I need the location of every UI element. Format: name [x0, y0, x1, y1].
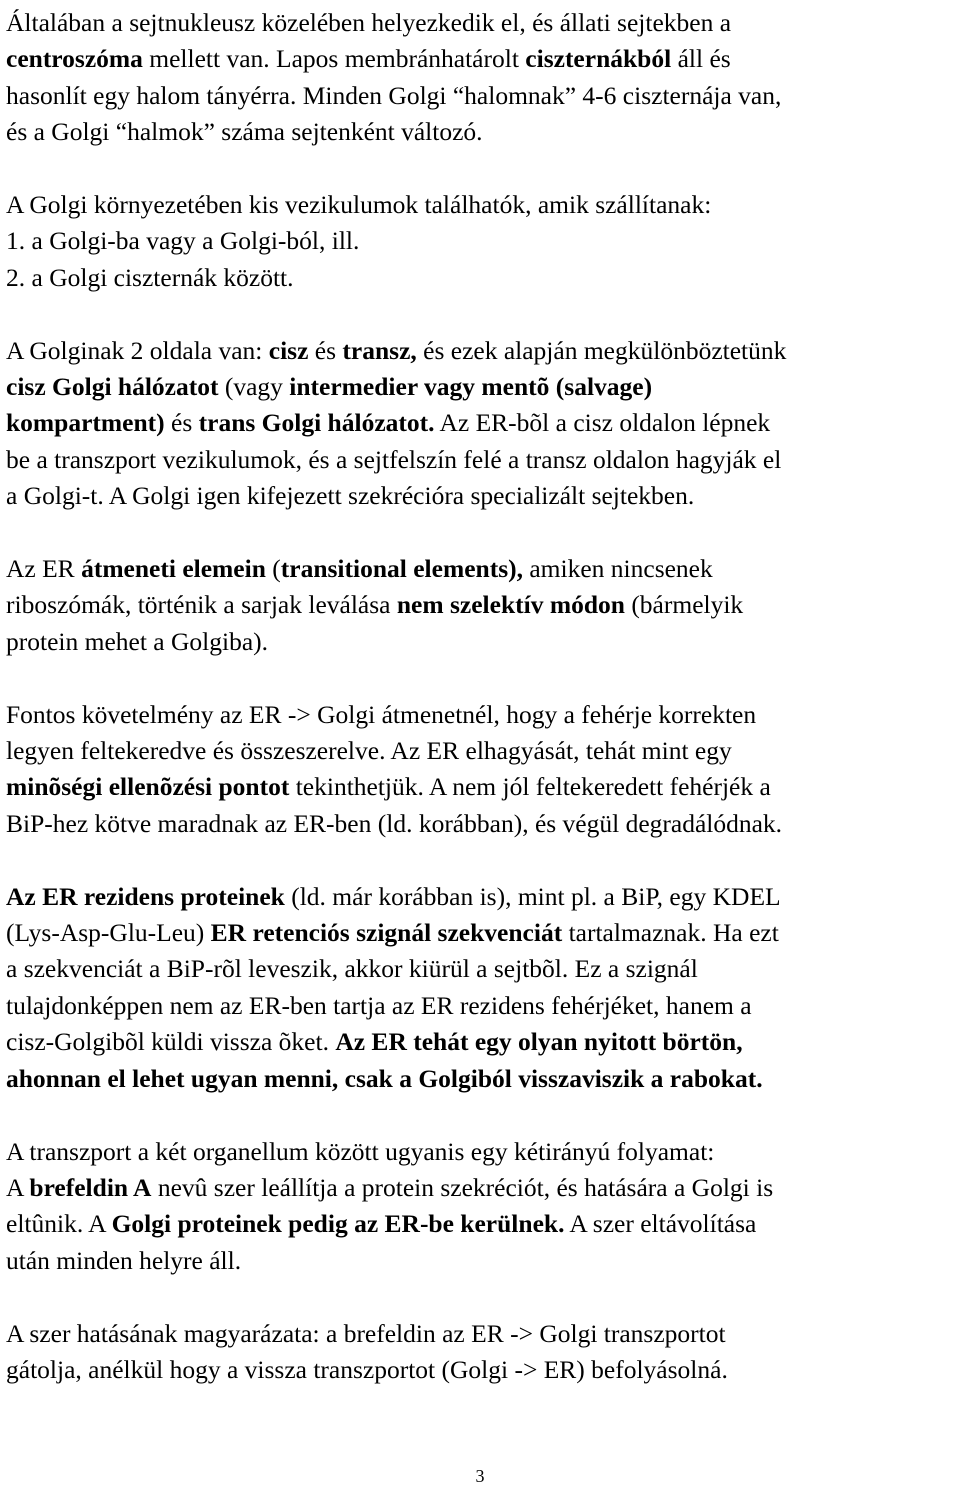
text-run: protein mehet a Golgiba). — [6, 626, 268, 656]
text-run: A transzport a két organellum között ugyanis egy kétirányú folyamat: — [6, 1136, 715, 1166]
paragraph — [6, 551, 956, 660]
text-line — [6, 1061, 956, 1097]
text-run: tekinthetjük. A nem jól feltekeredett fehérjék a — [289, 772, 771, 802]
text-run: A Golginak 2 oldala van: — [6, 335, 269, 365]
bold-text: trans Golgi hálózatot. — [198, 408, 435, 438]
text-run: áll és — [671, 44, 731, 74]
text-line — [6, 1024, 956, 1060]
paragraph — [6, 1316, 956, 1389]
text-line — [6, 879, 956, 915]
bold-text: cisz Golgi hálózatot — [6, 372, 219, 402]
document-page — [6, 5, 956, 1388]
text-line — [6, 988, 956, 1024]
text-run: a szekvenciát a BiP-rõl leveszik, akkor kiürül a sejtbõl. Ez a szignál — [6, 954, 698, 984]
page-number: 3 — [475, 1466, 485, 1486]
text-line — [6, 624, 956, 660]
text-run: 1. a Golgi-ba vagy a Golgi-ból, ill. — [6, 226, 360, 256]
text-run: Az ER-bõl a cisz oldalon lépnek — [434, 408, 771, 438]
text-run: hasonlít egy halom tányérra. Minden Golgi “halomnak” 4-6 ciszternája van, — [6, 80, 782, 110]
text-line — [6, 78, 956, 114]
bold-text: Az ER tehát egy olyan nyitott börtön, — [335, 1027, 743, 1057]
text-run: A — [6, 1172, 30, 1202]
text-line — [6, 697, 956, 733]
text-line — [6, 915, 956, 951]
text-line — [6, 1170, 956, 1206]
text-run: és a Golgi “halmok” száma sejtenként változó. — [6, 117, 483, 147]
text-run: ( — [265, 554, 281, 584]
bold-text: Golgi proteinek pedig az ER-be kerülnek. — [111, 1209, 565, 1239]
paragraph-gap — [6, 515, 956, 551]
bold-text: Az ER rezidens proteinek — [6, 881, 285, 911]
text-line — [6, 260, 956, 296]
text-line — [6, 587, 956, 623]
text-line — [6, 806, 956, 842]
text-run: (Lys-Asp-Glu-Leu) — [6, 918, 211, 948]
bold-text: centroszóma — [6, 44, 143, 74]
bold-text: transz, — [342, 335, 417, 365]
text-run: a Golgi-t. A Golgi igen kifejezett szekrécióra specializált sejtekben. — [6, 481, 695, 511]
text-line — [6, 478, 956, 514]
bold-text: ciszternákból — [525, 44, 672, 74]
paragraph-gap — [6, 151, 956, 187]
text-run: legyen feltekeredve és összeszerelve. Az ER elhagyását, tehát mint egy — [6, 736, 732, 766]
text-run: A Golgi környezetében kis vezikulumok találhatók, amik szállítanak: — [6, 190, 712, 220]
bold-text: brefeldin A — [29, 1172, 152, 1202]
text-line — [6, 769, 956, 805]
text-line — [6, 733, 956, 769]
bold-text: nem szelektív módon — [396, 590, 625, 620]
text-run: (bármelyik — [624, 590, 744, 620]
text-line — [6, 1134, 956, 1170]
text-line — [6, 1243, 956, 1279]
paragraph-gap — [6, 660, 956, 696]
text-line — [6, 1206, 956, 1242]
text-run: Általában a sejtnukleusz közelében helyezkedik el, és állati sejtekben a — [6, 8, 732, 37]
text-run: BiP-hez kötve maradnak az ER-ben (ld. korábban), és végül degradálódnak. — [6, 808, 783, 838]
text-line — [6, 1316, 956, 1352]
text-line — [6, 114, 956, 150]
text-run: és ezek alapján megkülönböztetünk — [416, 335, 787, 365]
text-line — [6, 187, 956, 223]
paragraph — [6, 879, 956, 1097]
text-line — [6, 1352, 956, 1388]
text-line — [6, 5, 956, 41]
paragraph — [6, 187, 956, 296]
text-line — [6, 405, 956, 441]
text-run: tartalmaznak. Ha ezt — [562, 918, 779, 948]
bold-text: kompartment) — [6, 408, 165, 438]
bold-text: átmeneti elemein — [81, 554, 266, 584]
paragraph — [6, 5, 956, 151]
text-run: mellett van. Lapos membránhatárolt — [142, 44, 526, 74]
text-line — [6, 333, 956, 369]
text-run: A szer hatásának magyarázata: a brefeldin az ER -> Golgi transzportot — [6, 1318, 726, 1348]
bold-text: intermedier vagy mentõ (salvage) — [289, 372, 653, 402]
paragraph — [6, 1134, 956, 1280]
text-run: nevû szer leállítja a protein szekréciót, és hatására a Golgi is — [151, 1172, 774, 1202]
text-run: riboszómák, történik a sarjak leválása — [6, 590, 397, 620]
text-run: gátolja, anélkül hogy a vissza transzportot (Golgi -> ER) befolyásolná. — [6, 1354, 728, 1384]
text-run: (vagy — [218, 372, 290, 402]
text-line — [6, 369, 956, 405]
text-run: Az ER — [6, 554, 82, 584]
bold-text: ahonnan el lehet ugyan menni, csak a Golgiból visszaviszik a rabokat. — [6, 1063, 763, 1093]
text-run: eltûnik. A — [6, 1209, 112, 1239]
text-run: A szer eltávolítása — [564, 1209, 757, 1239]
text-run: után minden helyre áll. — [6, 1245, 242, 1275]
text-run: Fontos követelmény az ER -> Golgi átmenetnél, hogy a fehérje korrekten — [6, 699, 757, 729]
bold-text: minõségi ellenõzési pontot — [6, 772, 290, 802]
paragraph — [6, 697, 956, 843]
bold-text: cisz — [268, 335, 309, 365]
paragraph — [6, 333, 956, 515]
paragraph-gap — [6, 842, 956, 878]
paragraph-gap — [6, 1279, 956, 1315]
text-run: (ld. már korábban is), mint pl. a BiP, egy KDEL — [284, 881, 781, 911]
bold-text: ER retenciós szignál szekvenciát — [210, 918, 563, 948]
text-run: be a transzport vezikulumok, és a sejtfelszín felé a transz oldalon hagyják el — [6, 444, 782, 474]
text-line — [6, 951, 956, 987]
text-line — [6, 41, 956, 77]
text-run: cisz-Golgibõl küldi vissza õket. — [6, 1027, 336, 1057]
paragraph-gap — [6, 296, 956, 332]
text-line — [6, 223, 956, 259]
text-line — [6, 442, 956, 478]
paragraph-gap — [6, 1097, 956, 1133]
text-run: és — [308, 335, 343, 365]
text-run: amiken nincsenek — [522, 554, 713, 584]
text-line — [6, 551, 956, 587]
text-run: és — [164, 408, 199, 438]
text-run: 2. a Golgi ciszternák között. — [6, 262, 294, 292]
bold-text: transitional elements), — [280, 554, 523, 584]
text-run: tulajdonképpen nem az ER-ben tartja az ER rezidens fehérjéket, hanem a — [6, 990, 752, 1020]
